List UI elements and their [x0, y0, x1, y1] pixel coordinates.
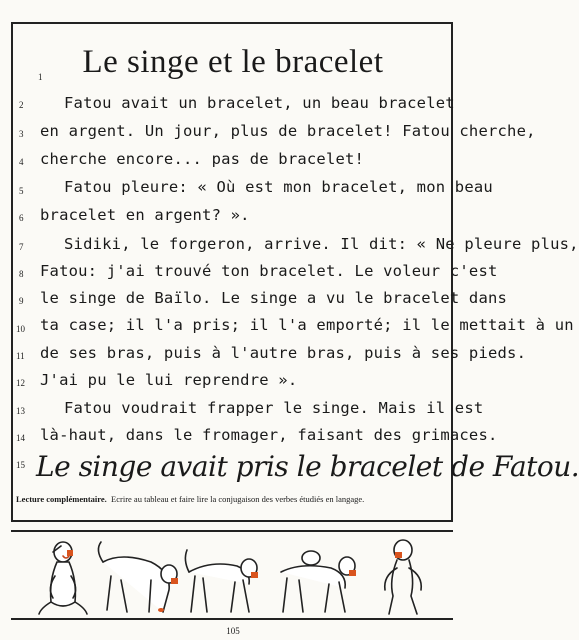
line-number: 15	[16, 460, 25, 470]
text-line: cherche encore... pas de bracelet!	[40, 150, 365, 168]
text-line: Sidiki, le forgeron, arrive. Il dit: « Ne pleure plus,	[64, 235, 579, 253]
line-number: 13	[16, 406, 25, 416]
line-number: 5	[19, 186, 24, 196]
text-line: là-haut, dans le fromager, faisant des grimaces.	[40, 426, 498, 444]
page-number: 105	[226, 626, 240, 636]
note-label: Lecture complémentaire.	[16, 494, 107, 504]
text-line: en argent. Un jour, plus de bracelet! Fatou cherche,	[40, 122, 536, 140]
text-line: Fatou voudrait frapper le singe. Mais il est	[64, 399, 484, 417]
line-number: 6	[19, 213, 24, 223]
monkey-mother-icon	[281, 551, 356, 612]
line-number: 2	[19, 100, 24, 110]
text-line: Fatou pleure: « Où est mon bracelet, mon beau	[64, 178, 493, 196]
cursive-sentence: Le singe avait pris le bracelet de Fatou.	[36, 450, 579, 483]
line-number: 14	[16, 433, 25, 443]
illustration-band	[11, 530, 453, 620]
monkey-standing-icon	[385, 540, 422, 614]
text-line: de ses bras, puis à l'autre bras, puis à ses pieds.	[40, 344, 527, 362]
text-line: ta case; il l'a pris; il l'a emporté; il le mettait à un	[40, 316, 574, 334]
line-number: 3	[19, 129, 24, 139]
text-line: bracelet en argent? ».	[40, 206, 250, 224]
monkey-sitting-icon	[39, 542, 87, 614]
monkeys-illustration	[11, 532, 449, 618]
line-number: 1	[38, 72, 43, 82]
line-number: 4	[19, 157, 24, 167]
text-line: le singe de Baïlo. Le singe a vu le bracelet dans	[40, 289, 508, 307]
line-number: 12	[16, 378, 25, 388]
supplementary-note	[16, 493, 448, 505]
monkey-walking-icon	[98, 542, 178, 612]
monkey-crawling-icon	[185, 550, 258, 612]
line-number: 9	[19, 296, 24, 306]
line-number: 8	[19, 269, 24, 279]
text-line: Fatou avait un bracelet, un beau bracelet	[64, 94, 455, 112]
note-text: Ecrire au tableau et faire lire la conjugaison des verbes étudiés en langage.	[111, 494, 365, 504]
line-number: 11	[16, 351, 25, 361]
line-number: 7	[19, 242, 24, 252]
page-title: Le singe et le bracelet	[82, 44, 384, 80]
text-line: J'ai pu le lui reprendre ».	[40, 371, 298, 389]
text-line: Fatou: j'ai trouvé ton bracelet. Le voleur c'est	[40, 262, 498, 280]
line-number: 10	[16, 324, 25, 334]
